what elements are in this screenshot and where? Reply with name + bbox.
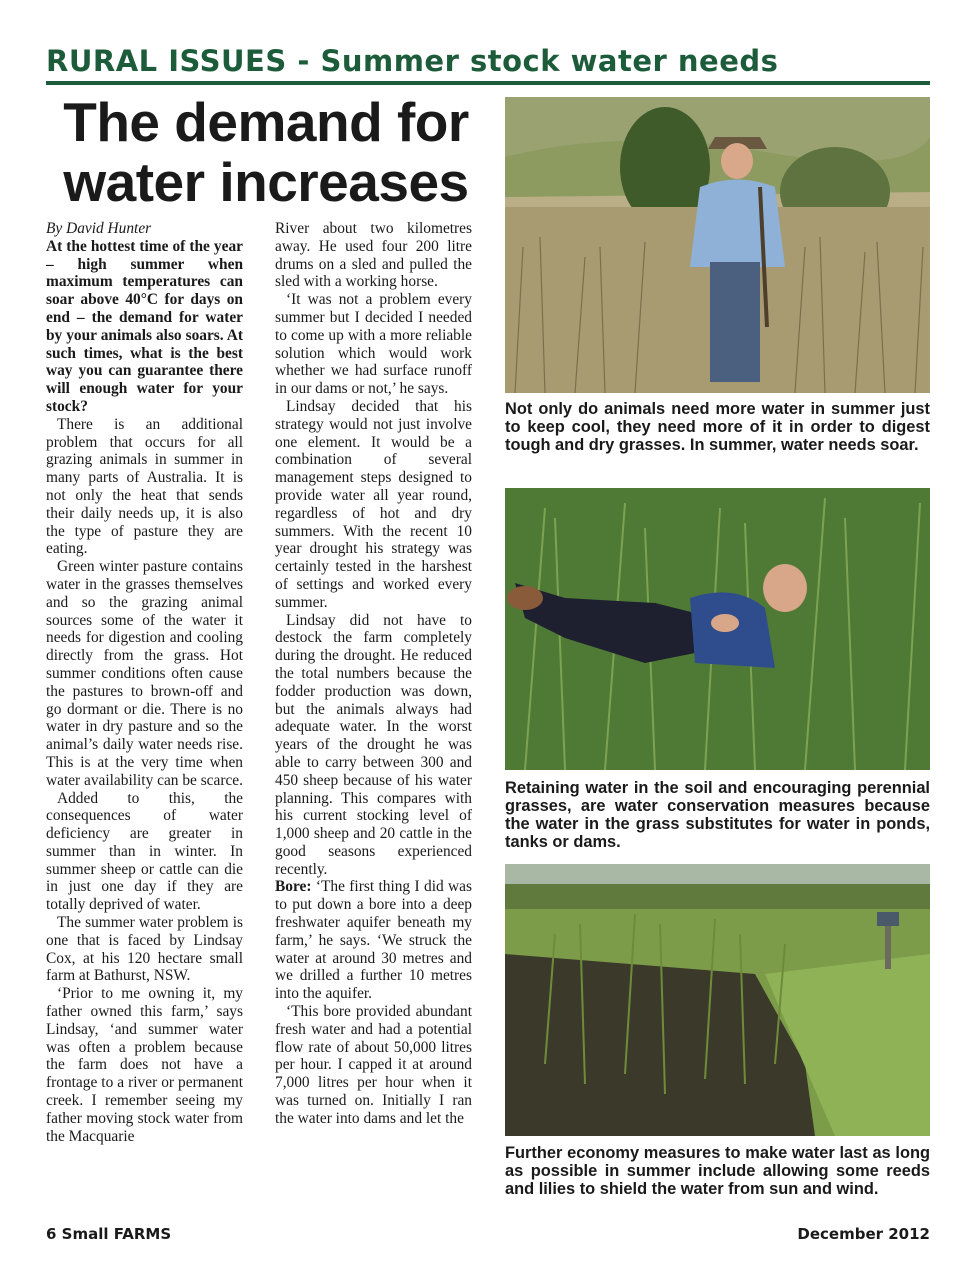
- body-paragraph: River about two kilometres away. He used four 200 litre drums on a sled and pulled the sled with a working horse.: [275, 220, 472, 291]
- kicker-rule: [46, 81, 930, 85]
- bore-text: ‘The first thing I did was to put down a bore into a deep freshwater aquifer beneath my farm,’ he says. ‘We struck the water at around 30 metres and we drilled a further 10 metres into the aquifer.: [275, 878, 472, 1003]
- headline-line-1: The demand for: [63, 91, 469, 153]
- body-paragraph: Lindsay decided that his strategy would not just involve one element. It would be a combination of several management steps designed to provide water all year round, regardless of hot and dry summers. With the recent 10 year drought his strategy was certainly tested in the harshest of settings and worked every summer.: [275, 397, 472, 611]
- photo-reed-pond: [505, 864, 930, 1136]
- footer-page-label: 6 Small FARMS: [46, 1225, 172, 1243]
- caption-photo-2: Retaining water in the soil and encouraging perennial grasses, are water conservation measures because the water in the grass substitutes for water in ponds, tanks or dams.: [505, 779, 930, 851]
- headline-line-2: water increases: [63, 151, 469, 213]
- body-paragraph-bore: [275, 878, 472, 1003]
- body-paragraph: There is an additional problem that occurs for all grazing animals in summer in many parts of Australia. It is not only the heat that sends their daily needs up, it is also the type of pasture they are eating.: [46, 415, 243, 558]
- byline: By David Hunter: [46, 220, 152, 237]
- subhead-bore: Bore:: [275, 878, 312, 896]
- footer-issue-date: December 2012: [797, 1225, 930, 1243]
- body-paragraph: ‘It was not a problem every summer but I decided I needed to come up with a more reliable solution which would work whether we had surface runoff in our dams or not,’ he says.: [275, 291, 472, 398]
- lead-paragraph: At the hottest time of the year – high summer when maximum temperatures can soar above 40°C for days on end – the demand for water by your animals also soars. At such times, what is the best way you can guarantee there will enough water for your stock?: [46, 237, 243, 415]
- article-column-1: [46, 220, 243, 1145]
- photo-man-lying-in-grass: [505, 488, 930, 770]
- body-paragraph: Green winter pasture contains water in the grasses themselves and so the grazing animal sources some of the water it needs for digestion and cooling directly from the grass. Hot summer conditions often cause the pastures to brown-off and go dormant or die. There is no water in dry pasture and so the animal’s daily water needs rise. This is at the very time when water availability can be scarce.: [46, 558, 243, 789]
- photo-farmer-standing: [505, 97, 930, 393]
- body-paragraph: Added to this, the consequences of water deficiency are greater in summer than in winter. In summer sheep or cattle can die in just one day if they are totally deprived of water.: [46, 789, 243, 914]
- article-headline: [46, 92, 486, 212]
- caption-photo-3: Further economy measures to make water last as long as possible in summer include allowing some reeds and lilies to shield the water from sun and wind.: [505, 1144, 930, 1198]
- caption-photo-1: Not only do animals need more water in summer just to keep cool, they need more of it in order to digest tough and dry grasses. In summer, water needs soar.: [505, 400, 930, 454]
- body-paragraph: The summer water problem is one that is faced by Lindsay Cox, at his 120 hectare small farm at Bathurst, NSW.: [46, 914, 243, 985]
- body-paragraph: Lindsay did not have to destock the farm completely during the drought. He reduced the total numbers because the fodder production was down, but the animals always had adequate water. In the worst years of the drought he was able to carry between 300 and 450 sheep because of his water planning. This compares with his current stocking level of 1,000 sheep and 20 cattle in the good seasons experienced recently.: [275, 611, 472, 878]
- article-column-2: [275, 220, 472, 1128]
- body-paragraph: ‘This bore provided abundant fresh water and had a potential flow rate of about 50,000 litres per hour. I capped it at around 7,000 litres per hour when it was turned on. Initially I ran the water into dams and let the: [275, 1003, 472, 1127]
- body-paragraph: ‘Prior to me owning it, my father owned this farm,’ says Lindsay, ‘and summer water was often a problem because the farm does not have a frontage to a river or permanent creek. I remember seeing my father moving stock water from the Macquarie: [46, 985, 243, 1145]
- section-kicker: RURAL ISSUES - Summer stock water needs: [46, 44, 779, 78]
